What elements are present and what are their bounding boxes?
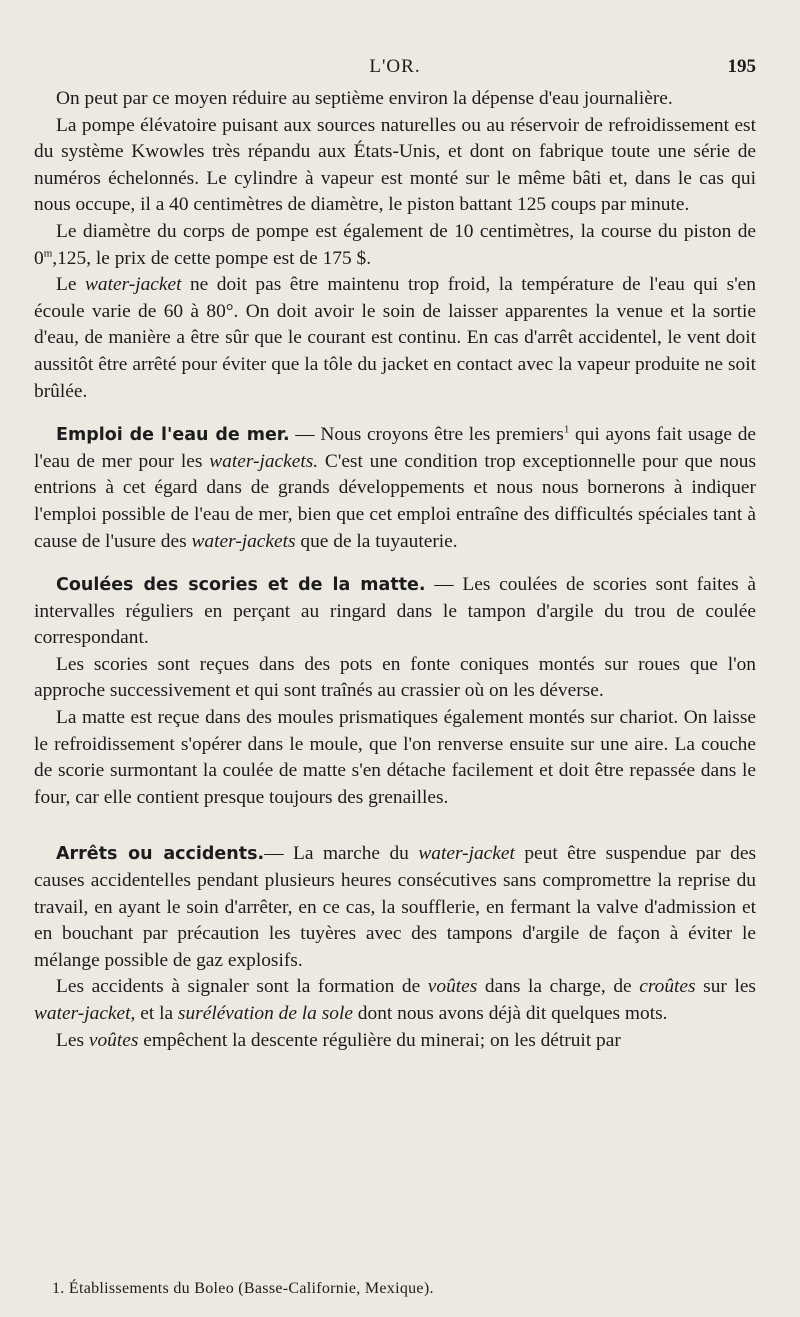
text-run: — Les coulées de scories sont faites à intervalles réguliers en perçant au ringard dans le tampon d'argile du trou de coulée correspondant. <box>34 574 756 649</box>
paragraph <box>34 272 756 405</box>
italic-term: croûtes <box>639 976 696 998</box>
section-heading: Emploi de l'eau de mer. <box>56 425 290 446</box>
italic-term: water-jacket <box>34 1003 131 1024</box>
italic-term: voûtes <box>88 1029 139 1051</box>
text-run: C'est une condition trop exceptionnelle pour que nous entrions à cet égard dans de grands développements et nous nous bornerons à indiquer l'emploi possible de l'eau de mer, bien que cet emploi entraîne des difficultés spéciales tant à cause de l'usure des <box>34 450 756 552</box>
section-arrets <box>34 841 756 974</box>
section-coulees <box>34 572 756 652</box>
italic-term: water-jacket <box>84 274 182 296</box>
section-emploi <box>34 422 756 555</box>
italic-term: voûtes <box>427 976 478 998</box>
text-run: ,125, le prix de cette pompe est de 175 $. <box>52 247 372 269</box>
italic-term: water-jackets. <box>209 450 319 472</box>
paragraph <box>34 974 756 1027</box>
text-run: ne doit pas être maintenu trop froid, la température de l'eau qui s'en écoule varie de 60 à 80°. On doit avoir le soin de laisser apparentes la venue et la sortie d'eau, de manière a être sûr que le courant est continu. En cas d'arrêt accidentel, le vent doit aussitôt être arrêté pour éviter que la tôle du jacket en contact avec la vapeur produite ne soit brûlée. <box>34 274 756 402</box>
text-run: sur les <box>695 976 756 998</box>
paragraph <box>34 219 756 272</box>
section-heading: Arrêts ou accidents. <box>56 844 265 865</box>
text-run: Le <box>56 274 85 296</box>
footnote-ref: 1 <box>563 423 570 436</box>
text-run: , et la <box>130 1003 178 1024</box>
text-run: dont nous avons déjà dit quelques mots. <box>352 1003 668 1024</box>
superscript: m <box>43 247 53 260</box>
paragraph: Les scories sont reçues dans des pots en fonte coniques montés sur roues que l'on approche successivement et qui sont traînés au crassier où on les déverse. <box>34 653 756 702</box>
paragraph: On peut par ce moyen réduire au septième environ la dépense d'eau journalière. <box>56 88 673 109</box>
page-number: 195 <box>727 56 756 77</box>
text-run: — La marche du <box>264 843 419 865</box>
italic-term: surélévation de la sole <box>177 1003 353 1024</box>
section-heading: Coulées des scories et de la matte. <box>56 575 426 596</box>
text-run: — Nous croyons être les premiers <box>289 424 564 446</box>
paragraph: La matte est reçue dans des moules prismatiques également montés sur chariot. On laisse le refroidissement s'opérer dans le moule, que l'on renverse ensuite sur une aire. La couche de scorie surmontant la coulée de matte s'en détache facilement et doit être repassée dans le four, car elle contient presque toujours des grenailles. <box>34 707 756 808</box>
body-text <box>34 86 756 1054</box>
running-head: L'OR. <box>369 56 421 77</box>
page-header <box>34 52 756 82</box>
italic-term: water-jacket <box>418 843 515 865</box>
text-run: peut être suspendue par des causes accidentelles pendant plusieurs heures consécutives sans compromettre la reprise du travail, en ayant le soin d'arrêter, en ce cas, la soufflerie, en fermant la valve d'admission et en bouchant par précaution les tuyères avec des tampons d'argile de façon à éviter le mélange possible de gaz explosifs. <box>34 843 756 971</box>
footnote: 1. Établissements du Boleo (Basse-Californie, Mexique). <box>52 1280 434 1297</box>
paragraph: La pompe élévatoire puisant aux sources naturelles ou au réservoir de refroidissement est du système Kwowles très répandu aux États-Unis, et dont on fabrique toute une série de numéros échelonnés. Le cylindre à vapeur est monté sur le même bâti et, dans le cas qui nous occupe, il a 40 centimètres de diamètre, le piston battant 125 coups par minute. <box>34 114 756 216</box>
italic-term: water-jackets <box>191 530 296 552</box>
paragraph <box>34 1028 756 1055</box>
text-run: que de la tuyauterie. <box>295 530 458 552</box>
text-run: dans la charge, de <box>477 976 640 998</box>
text-run: empêchent la descente régulière du minerai; on les détruit par <box>138 1029 621 1051</box>
text-run: qui ayons fait usage de l'eau de mer pour les <box>34 424 756 472</box>
text-run: Les accidents à signaler sont la formation de <box>56 976 428 998</box>
text-run: Les <box>56 1029 89 1051</box>
text-run: Le diamètre du corps de pompe est également de 10 centimètres, la course du piston de 0 <box>34 220 756 269</box>
